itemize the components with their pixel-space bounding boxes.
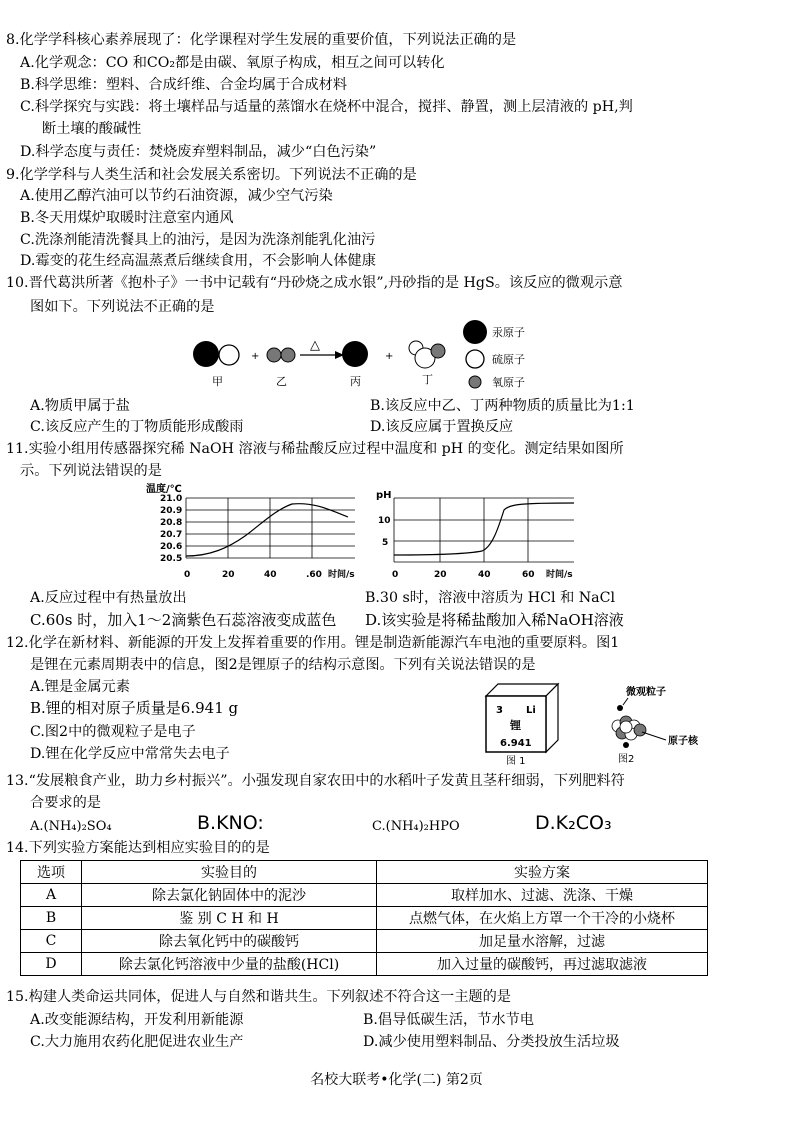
q10-stem: 10.晋代葛洪所著《抱朴子》一书中记载有“丹砂烧之成水银”,丹砂指的是 HgS。该反应的微观示意 (6, 275, 623, 291)
element-symbol: Li (526, 705, 536, 716)
cell-method: 加入过量的碳酸钙，再过滤取滤液 (377, 953, 708, 976)
q15-option-a: A.改变能源结构，开发利用新能源 (30, 1012, 244, 1028)
oxygen-atom (281, 348, 295, 362)
cell-option: D (21, 953, 82, 976)
ph-chart-ylabel: pH (376, 490, 392, 501)
q9-option-a: A.使用乙醇汽油可以节约石油资源，减少空气污染 (20, 188, 333, 204)
q15-option-c: C.大力施用农药化肥促进农业生产 (30, 1034, 244, 1050)
cell-option: C (21, 930, 82, 953)
label-ding: 丁 (422, 373, 433, 386)
q11-option-c: C.60s 时，加入1～2滴紫色石蕊溶液变成蓝色 (30, 611, 337, 629)
table-header-row (21, 861, 708, 884)
legend-oxygen-label: 氧原子 (492, 376, 525, 389)
q8-stem: 8.化学学科核心素养展现了：化学课程对学生发展的重要价值，下列说法正确的是 (6, 32, 517, 48)
cell-option: B (21, 907, 82, 930)
q12-stem: 12.化学在新材料、新能源的开发上发挥着重要的作用。锂是制造新能源汽车电池的重要原料。图1 (6, 635, 620, 651)
table-row (21, 930, 708, 953)
nucleus (612, 716, 646, 740)
cell-purpose: 除去氯化钙溶液中少量的盐酸(HCl) (82, 953, 377, 976)
q11-option-a: A.反应过程中有热量放出 (30, 590, 187, 606)
atomic-mass: 6.941 (500, 738, 532, 749)
temp-ytick: 20.8 (160, 518, 183, 528)
q10-option-c: C.该反应产生的丁物质能形成酸雨 (30, 419, 244, 435)
temp-ytick: 20.6 (160, 542, 183, 552)
header-purpose: 实验目的 (82, 861, 377, 884)
q8-option-a: A.化学观念：CO 和CO₂都是由碳、氧原子构成，相互之间可以转化 (20, 55, 445, 71)
nucleus-label: 原子核 (668, 736, 698, 747)
plus-sign: + (251, 351, 260, 362)
label-bing: 丙 (350, 375, 361, 388)
temperature-chart (140, 482, 365, 586)
electron (617, 705, 623, 711)
table-row (21, 953, 708, 976)
label-jia: 甲 (212, 375, 223, 388)
cell-method: 取样加水、过滤、洗涤、干燥 (377, 884, 708, 907)
sulfur-atom (219, 345, 239, 365)
mercury-atom (193, 341, 219, 367)
heat-symbol: △ (310, 338, 320, 353)
mercury-atom (342, 341, 368, 367)
plus-sign: + (385, 351, 394, 362)
ph-chart-xlabel: 时间/s (546, 570, 573, 580)
q13-stem-cont: 合要求的是 (30, 795, 101, 811)
figure-2-caption: 图2 (618, 754, 635, 765)
cell-purpose: 除去氯化钠固体中的泥沙 (82, 884, 377, 907)
q11-option-d: D.该实验是将稀盐酸加入稀NaOH溶液 (365, 611, 624, 629)
q9-option-c: C.洗涤剂能清洗餐具上的油污，是因为洗涤剂能乳化油污 (20, 232, 376, 248)
q12-option-d: D.锂在化学反应中常常失去电子 (30, 746, 230, 762)
oxygen-atom (267, 348, 281, 362)
q9-stem: 9.化学学科与人类生活和社会发展关系密切。下列说法不正确的是 (6, 167, 417, 183)
q8-option-b: B.科学思维：塑料、合成纤维、合金均属于合成材料 (20, 77, 348, 93)
temp-ytick: 20.9 (160, 506, 183, 516)
q9-option-d: D.霉变的花生经高温蒸煮后继续食用，不会影响人体健康 (20, 253, 376, 269)
ph-xtick: 60 (522, 570, 535, 580)
temp-ytick: 20.5 (160, 554, 183, 564)
q10-option-b: B.该反应中乙、丁两种物质的质量比为1:1 (370, 398, 635, 414)
cell-method: 点燃气体，在火焰上方罩一个干冷的小烧杯 (377, 907, 708, 930)
q15-option-d: D.减少使用塑料制品、分类投放生活垃圾 (363, 1034, 620, 1050)
q12-option-a: A.锂是金属元素 (30, 679, 130, 695)
q14-stem: 14.下列实验方案能达到相应实验目的的是 (6, 840, 270, 856)
legend-mercury-label: 汞原子 (492, 326, 525, 339)
temp-chart-ylabel: 温度/℃ (146, 484, 182, 495)
q8-option-c-cont: 断土壤的酸碱性 (42, 121, 142, 137)
ph-ytick: 10 (378, 516, 391, 526)
electron (623, 742, 629, 748)
q13-option-d: D.K₂CO₃ (535, 812, 612, 834)
temp-xtick: .60 (306, 570, 322, 580)
reaction-diagram (0, 312, 793, 394)
legend-sulfur-icon (466, 350, 484, 368)
table-row (21, 884, 708, 907)
q12-stem-cont: 是锂在元素周期表中的信息，图2是锂原子的结构示意图。下列有关说法错误的是 (30, 657, 536, 673)
experiment-table (20, 860, 708, 976)
label-yi: 乙 (276, 375, 287, 388)
element-name: 锂 (510, 719, 521, 732)
cell-purpose: 除去氧化钙中的碳酸钙 (82, 930, 377, 953)
q8-option-c: C.科学探究与实践：将土壤样品与适量的蒸馏水在烧杯中混合，搅拌、静置，测上层清液的 pH,判 (20, 99, 633, 115)
temp-xtick: 40 (264, 570, 277, 580)
q13-option-c: C.(NH₄)₂HPO (372, 819, 460, 834)
q10-option-a: A.物质甲属于盐 (30, 398, 130, 414)
q13-option-b: B.KNO: (197, 812, 264, 834)
q15-stem: 15.构建人类命运共同体，促进人与自然和谐共生。下列叙述不符合这一主题的是 (6, 989, 511, 1005)
legend-mercury-icon (463, 320, 487, 344)
temp-chart-xlabel: 时间/s (328, 570, 355, 580)
q15-option-b: B.倡导低碳生活，节水节电 (363, 1012, 534, 1028)
ph-ytick: 5 (382, 538, 389, 548)
header-option: 选项 (21, 861, 82, 884)
figure-2-lithium-atom (596, 682, 721, 766)
figure-1-lithium-cell (476, 682, 591, 766)
figure-1-caption: 图 1 (506, 756, 526, 766)
temp-ytick: 21.0 (160, 494, 183, 504)
cell-option: A (21, 884, 82, 907)
q8-option-d: D.科学态度与责任：焚烧废弃塑料制品，减少“白色污染” (20, 144, 377, 160)
ph-xtick: 20 (434, 570, 447, 580)
q10-stem-cont: 图如下。下列说法不正确的是 (30, 299, 215, 315)
ph-xtick: 40 (478, 570, 491, 580)
particle-label: 微观粒子 (626, 687, 666, 698)
table-row (21, 907, 708, 930)
q9-option-b: B.冬天用煤炉取暖时注意室内通风 (20, 210, 234, 226)
q12-option-c: C.图2中的微观粒子是电子 (30, 724, 196, 740)
q11-option-b: B.30 s时，溶液中溶质为 HCl 和 NaCl (365, 590, 616, 606)
header-method: 实验方案 (377, 861, 708, 884)
temp-xtick: 0 (184, 570, 191, 580)
temp-ytick: 20.7 (160, 530, 183, 540)
q10-option-d: D.该反应属于置换反应 (370, 419, 514, 435)
cell-purpose: 鉴 别 C H 和 H (82, 907, 377, 930)
q12-option-b: B.锂的相对原子质量是6.941 g (30, 699, 239, 717)
temperature-curve (186, 504, 348, 556)
legend-sulfur-label: 硫原子 (492, 353, 525, 366)
page-footer: 名校大联考•化学(二) 第2页 (310, 1072, 483, 1088)
ph-chart (372, 484, 582, 588)
ph-xtick: 0 (392, 570, 399, 580)
cell-method: 加足量水溶解，过滤 (377, 930, 708, 953)
temp-xtick: 20 (222, 570, 235, 580)
oxygen-atom (431, 344, 445, 358)
legend-oxygen-icon (469, 376, 481, 388)
q11-stem: 11.实验小组用传感器探究稀 NaOH 溶液与稀盐酸反应过程中温度和 pH 的变化。测定结果如图所 (6, 441, 624, 457)
q11-stem-cont: 示。下列说法错误的是 (20, 463, 162, 479)
q13-stem: 13.“发展粮食产业，助力乡村振兴”。小强发现自家农田中的水稻叶子发黄且茎秆细弱，下列肥料符 (6, 773, 625, 789)
atomic-number: 3 (496, 705, 503, 716)
q13-option-a: A.(NH₄)₂SO₄ (30, 819, 112, 834)
